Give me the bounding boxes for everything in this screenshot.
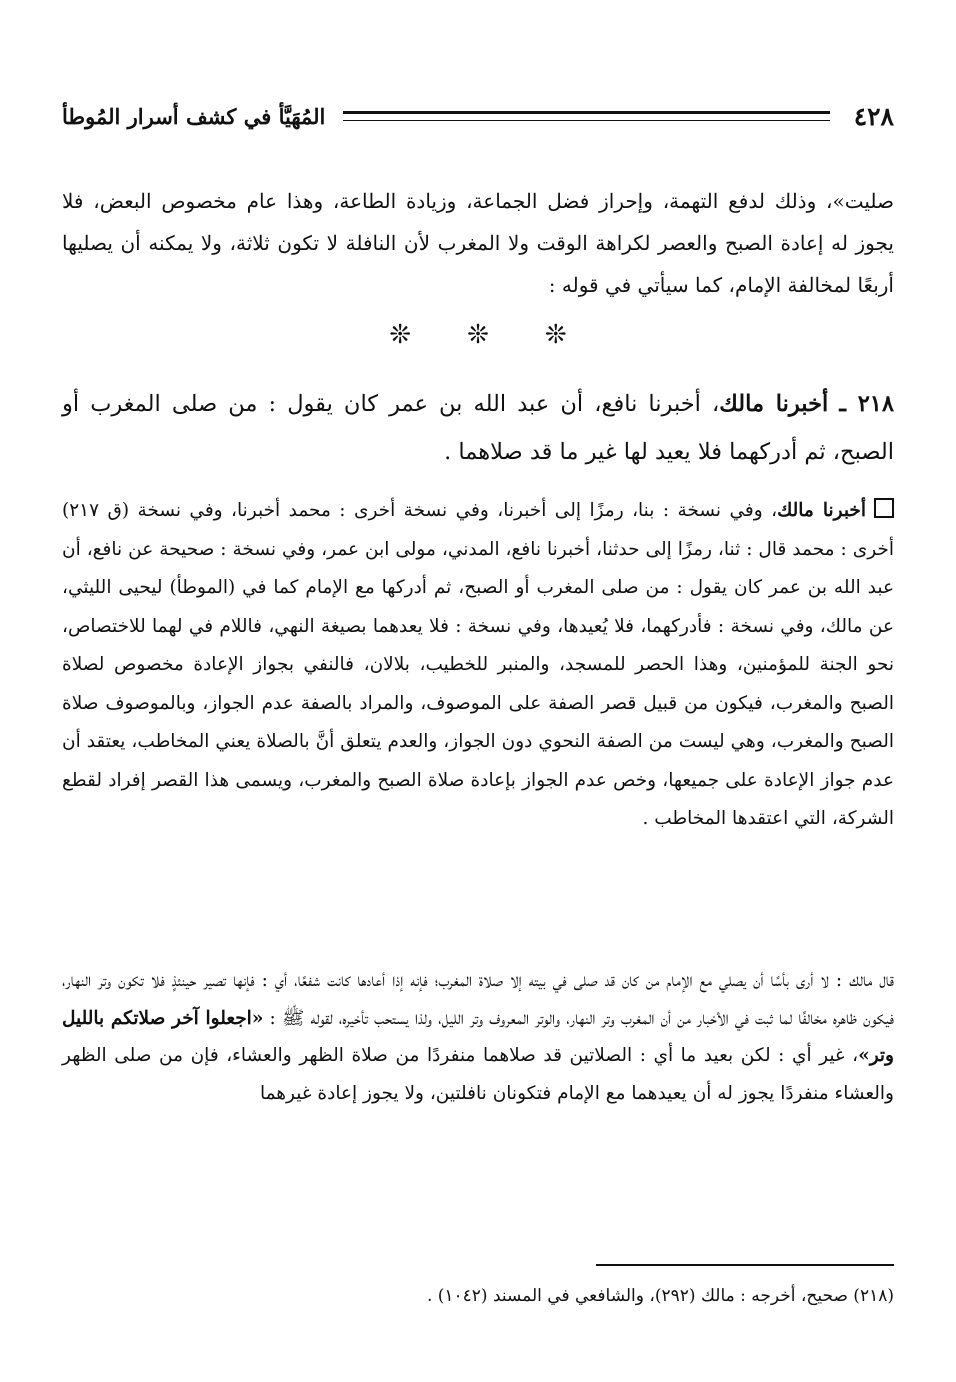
square-marker-icon: [874, 498, 894, 518]
star-ornament: ❊: [467, 320, 489, 350]
running-title: المُهَيَّأ في كشف أسرار المُوطأ: [62, 103, 326, 129]
star-ornament: ❊: [389, 320, 412, 350]
malik-text-after: ، غير أي : لكن بعيد ما أي : الصلاتين قد صلاهما منفردًا من صلاة الظهر والعشاء، فإن من صلى الظهر والعشاء منفردًا يجوز له أن يعيدهما مع الإمام فتكونان نافلتين، ولا يجوز إعادة غيرهما: [62, 1045, 894, 1104]
book-page: [62, 70, 894, 1330]
header-rule: [343, 111, 829, 121]
hadith-text: [62, 380, 894, 476]
hadith-number: ٢١٨ ـ: [839, 391, 894, 417]
star-ornament: ❊: [544, 320, 567, 350]
prophetic-quote: «اجعلوا آخر صلاتكم بالليل وتر»: [62, 1007, 894, 1066]
malik-paragraph: [62, 962, 894, 1112]
opening-paragraph: صليت»، وذلك لدفع التهمة، وإحراز فضل الجماعة، وزيادة الطاعة، وهذا عام مخصوص البعض، فلا يجوز له إعادة الصبح والعصر لكراهة الوقت ولا المغرب لأن النافلة لا تكون ثلاثة، ولا يمكنه أن يصليها أربعًا لمخالفة الإمام، كما سيأتي في قوله :: [62, 189, 894, 297]
malik-text-before: قال مالك : لا أرى بأسًا أن يصلي مع الإمام من كان قد صلى في بيته إلا صلاة المغرب؛ فإنه إذا أعادها كانت شفعًا، أي : فإنها تصير حينئذٍ فلا تكون وتر النهار، فيكون ظاهره مخالفًا لما ثبت في الأخبار من أن المغرب وتر النهار، والوتر المعروف وتر الليل، ولذا يستحب تأخيره، لقوله ﷺ :: [62, 970, 894, 1029]
commentary-body: ، وفي نسخة : بنا، رمزًا إلى أخبرنا، وفي نسخة أخرى : محمد أخبرنا، وفي نسخة (ق ٢١٧) أخرى : محمد قال : ثنا، رمزًا إلى حدثنا، أخبرنا نافع، المدني، مولى ابن عمر، وفي نسخة : صحيحة عن نافع، أن عبد الله بن عمر كان يقول : من صلى المغرب أو الصبح، ثم أدركها مع الإمام كما في (الموطأ) ليحيى الليثي، عن مالك، وفي نسخة : فأدركهما، فلا يُعيدها، وفي نسخة : فلا يعدهما بصيغة النهي، فاللام في لهما للاختصاص، نحو الجنة للمؤمنين، وهذا الحصر للمسجد، والمنبر للخطيب، بلالان، فالنفي بجواز الإعادة مخصوص لصلاة الصبح والمغرب، فيكون من قبيل قصر الصفة على الموصوف، والمراد بالصفة عدم الجواز، وبالموصوف صلاة الصبح والمغرب، وهي ليست من الصفة النحوي دون الجواز، والعدم يتعلق أنَّ بالصلاة يعني المخاطب، يعتقد أن عدم جواز الإعادة على جميعها، وخص عدم الجواز بإعادة صلاة الصبح والمغرب، ويسمى هذا القصر إفراد لقطع الشركة، التي اعتقدها المخاطب .: [62, 500, 894, 829]
commentary-lead: أخبرنا مالك: [777, 500, 866, 521]
hadith-lead: أخبرنا مالك: [719, 391, 829, 417]
footnote: (٢١٨) صحيح، أخرجه : مالك (٢٩٢)، والشافعي في المسند (١٠٤٢) .: [426, 1286, 894, 1306]
page-number: ٤٢٨: [853, 101, 894, 131]
page-header: [62, 96, 894, 136]
commentary-paragraph: [62, 492, 894, 839]
hadith-body: ، أخبرنا نافع، أن عبد الله بن عمر كان يقول : من صلى المغرب أو الصبح، ثم أدركهما فلا يعيد لها غير ما قد صلاهما .: [62, 391, 894, 465]
section-separator: [62, 320, 894, 360]
footnote-rule: [596, 1264, 894, 1266]
